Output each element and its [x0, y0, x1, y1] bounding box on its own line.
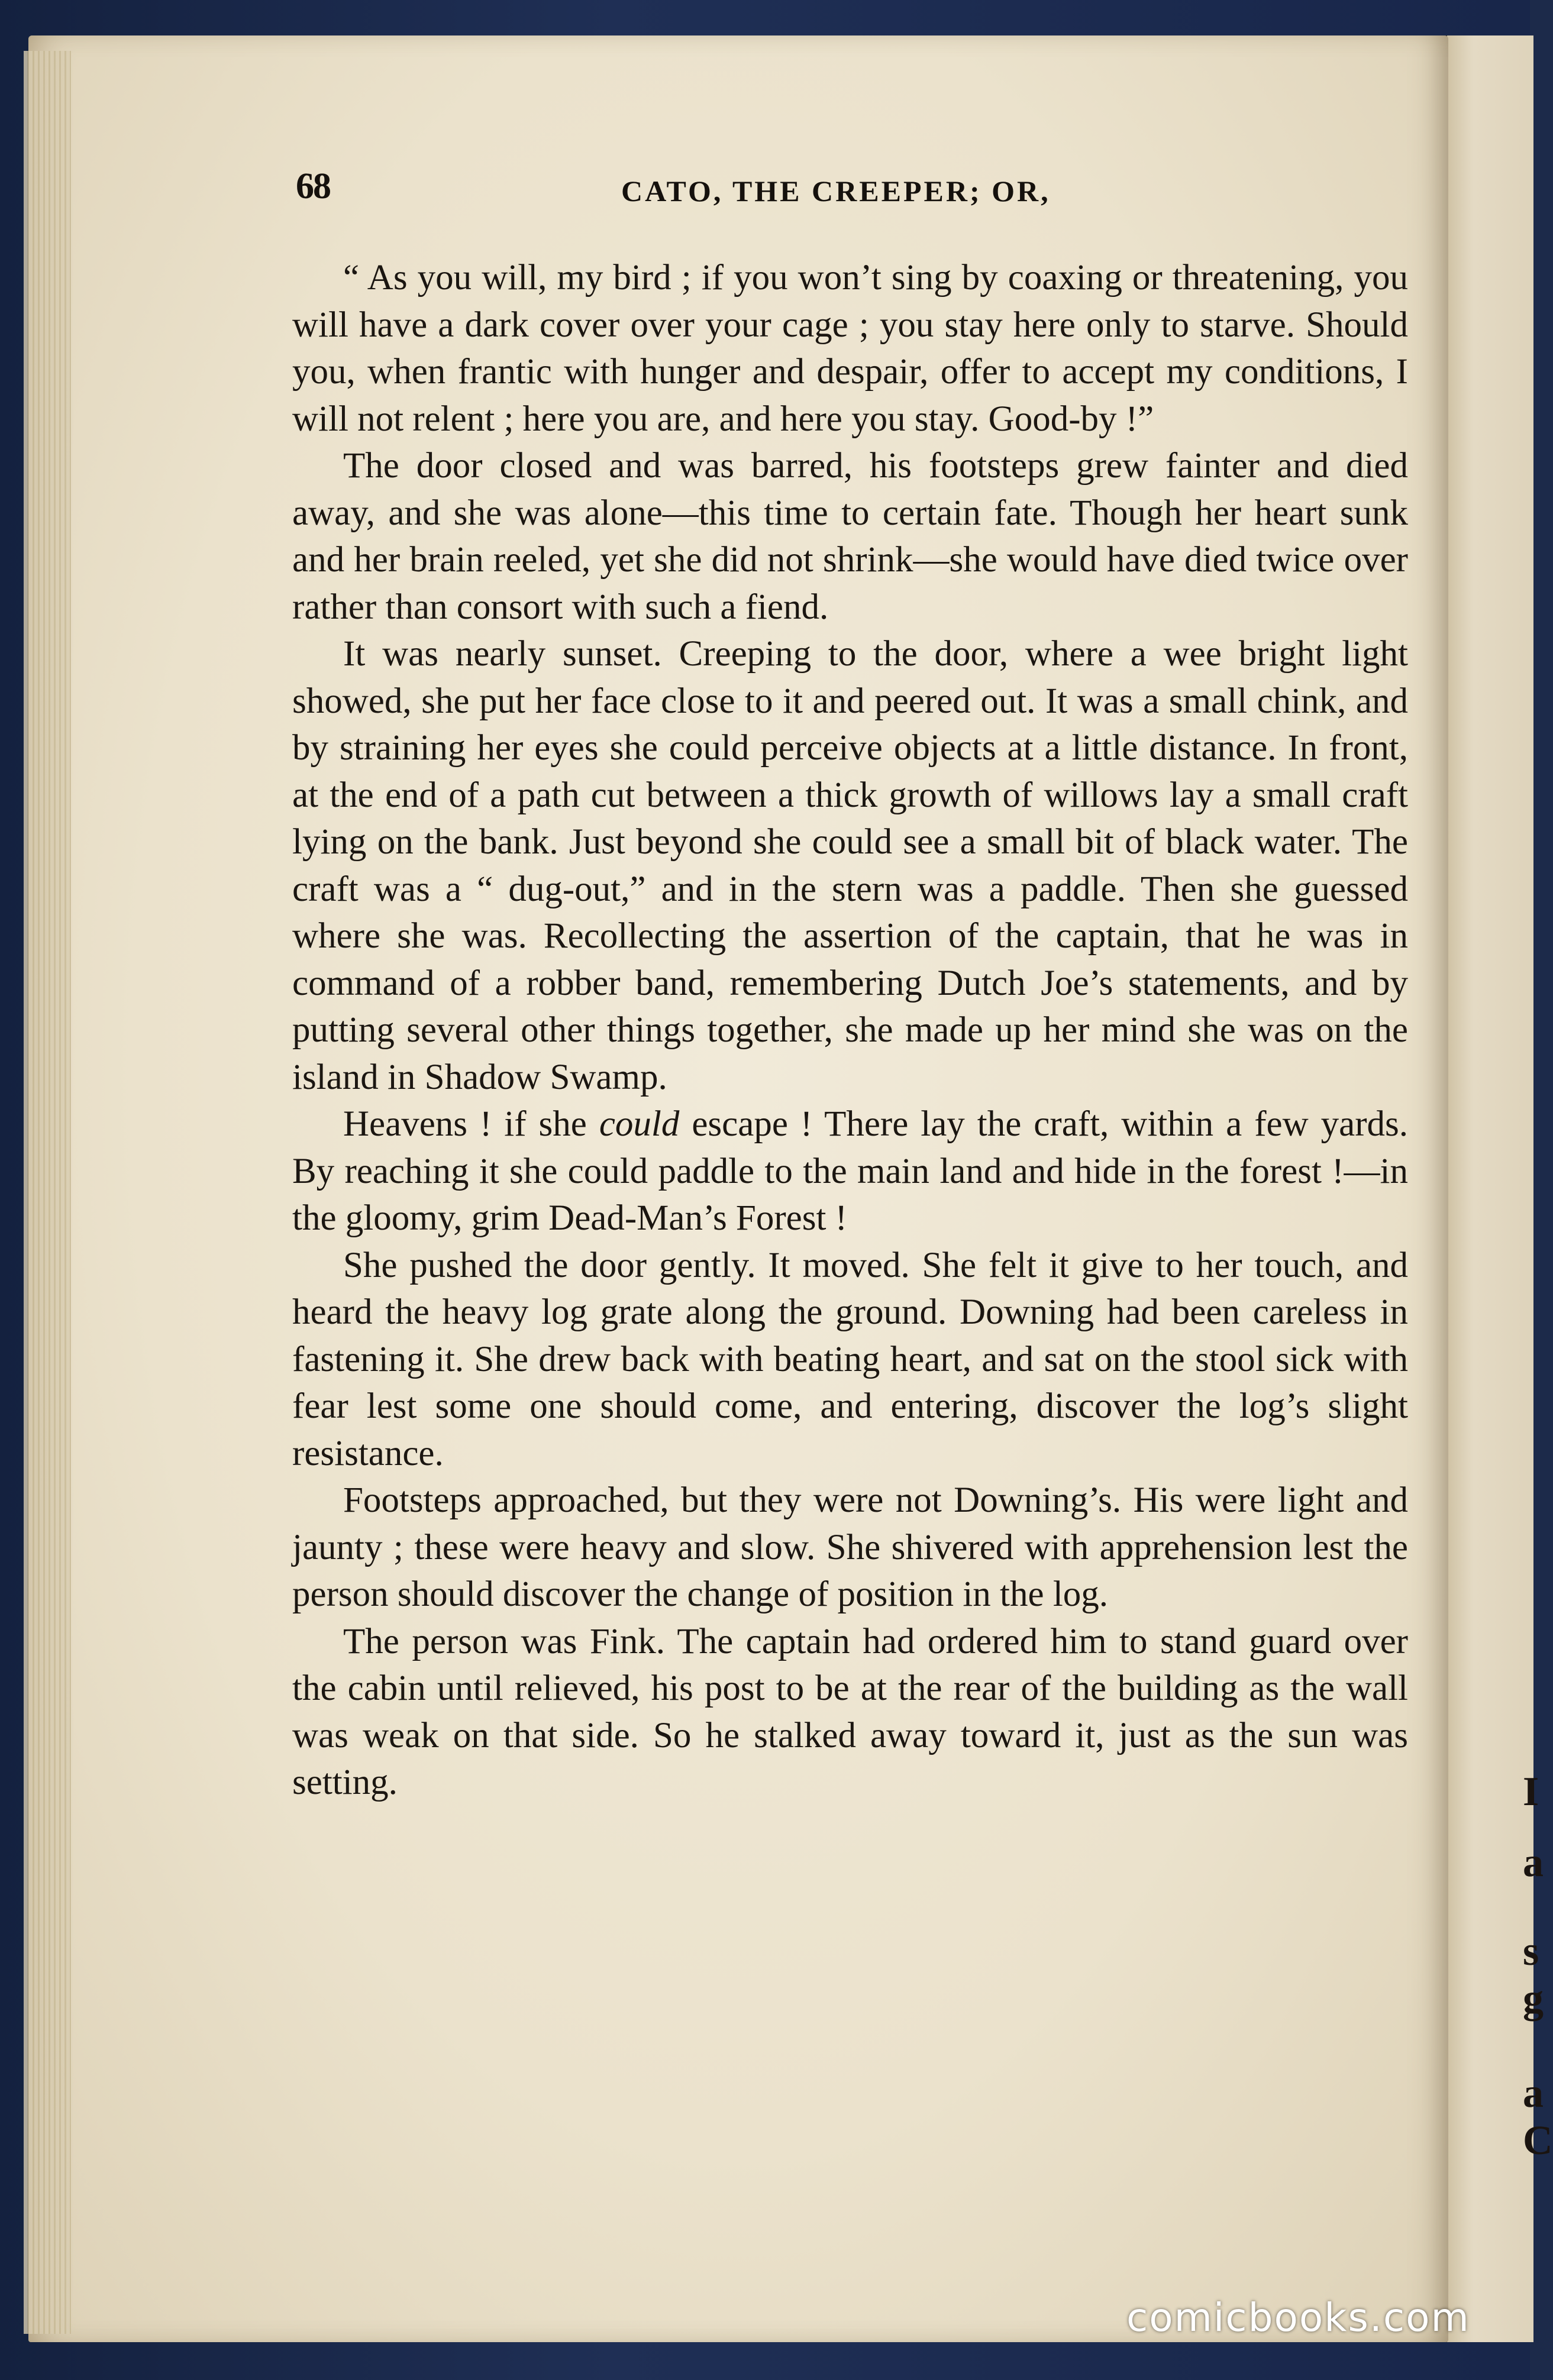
paragraph: It was nearly sunset. Creeping to the door, where a wee bright light showed, she put her face close to it and peered out. It was a small chink, and by straining her eyes she could perceive objects at a little distance. In front, at the end of a path cut between a thick growth of willows lay a small craft lying on the bank. Just beyond she could see a small bit of black water. The craft was a “ dug-out,” and in the stern was a paddle. Then she guessed where she was. Recollecting the assertion of the captain, that he was in command of a robber band, remembering Dutch Joe’s statements, and by putting several other things together, she made up her mind she was on the island in Shadow Swamp.: [292, 634, 1408, 1097]
facing-page-fragment: a: [1523, 2071, 1544, 2116]
paragraph: “ As you will, my bird ; if you won’t sing by coaxing or threatening, you will have a dark cover over your cage ; you stay here only to starve. Should you, when frantic with hunger and despair, offer to accept my conditions, I will not relent ; here you are, and here you stay. Good-by !”: [292, 258, 1408, 439]
watermark: comicbooks.com: [1126, 2295, 1470, 2340]
facing-page-fragment: s: [1523, 1929, 1539, 1974]
page-header: [296, 166, 1361, 213]
page-number: 68: [296, 166, 330, 206]
paragraph: The person was Fink. The captain had ordered him to stand guard over the cabin until relieved, his post to be at the rear of the building as the wall was weak on that side. So he stalked away toward it, just as the sun was setting.: [292, 1621, 1408, 1802]
page-stack-edge: [24, 51, 71, 2334]
facing-page-fragment: g: [1523, 1976, 1544, 2022]
facing-page-fragment: a: [1523, 1840, 1544, 1886]
paragraph-text: escape ! There lay the craft, within a few yards. By reaching it she could paddle to the main land and hide in the forest !—in the gloomy, grim Dead-Man’s Forest !: [292, 1104, 1408, 1238]
paragraph: [292, 1101, 1408, 1242]
facing-page-edge: [1444, 35, 1553, 2342]
paragraph-text: Heavens ! if she: [343, 1104, 599, 1144]
paragraph: Footsteps approached, but they were not Downing’s. His were light and jaunty ; these were heavy and slow. She shivered with apprehension lest the person should discover the change of position in the log.: [292, 1480, 1408, 1614]
running-head: CATO, THE CREEPER; OR,: [621, 174, 1051, 208]
paragraph: The door closed and was barred, his footsteps grew fainter and died away, and she was alone—this time to certain fate. Though her heart sunk and her brain reeled, yet she did not shrink—she would have died twice over rather than consort with such a fiend.: [292, 446, 1408, 627]
body-text: [292, 254, 1408, 2171]
paragraph: She pushed the door gently. It moved. She felt it give to her touch, and heard the heavy log grate along the ground. Downing had been careless in fastening it. She drew back with beating heart, and sat on the stool sick with fear lest some one should come, and entering, discover the log’s slight resistance.: [292, 1245, 1408, 1473]
emphasized-word: could: [599, 1104, 680, 1144]
facing-page-fragment: I: [1523, 1769, 1539, 1815]
facing-page-fragment: C: [1523, 2118, 1553, 2164]
